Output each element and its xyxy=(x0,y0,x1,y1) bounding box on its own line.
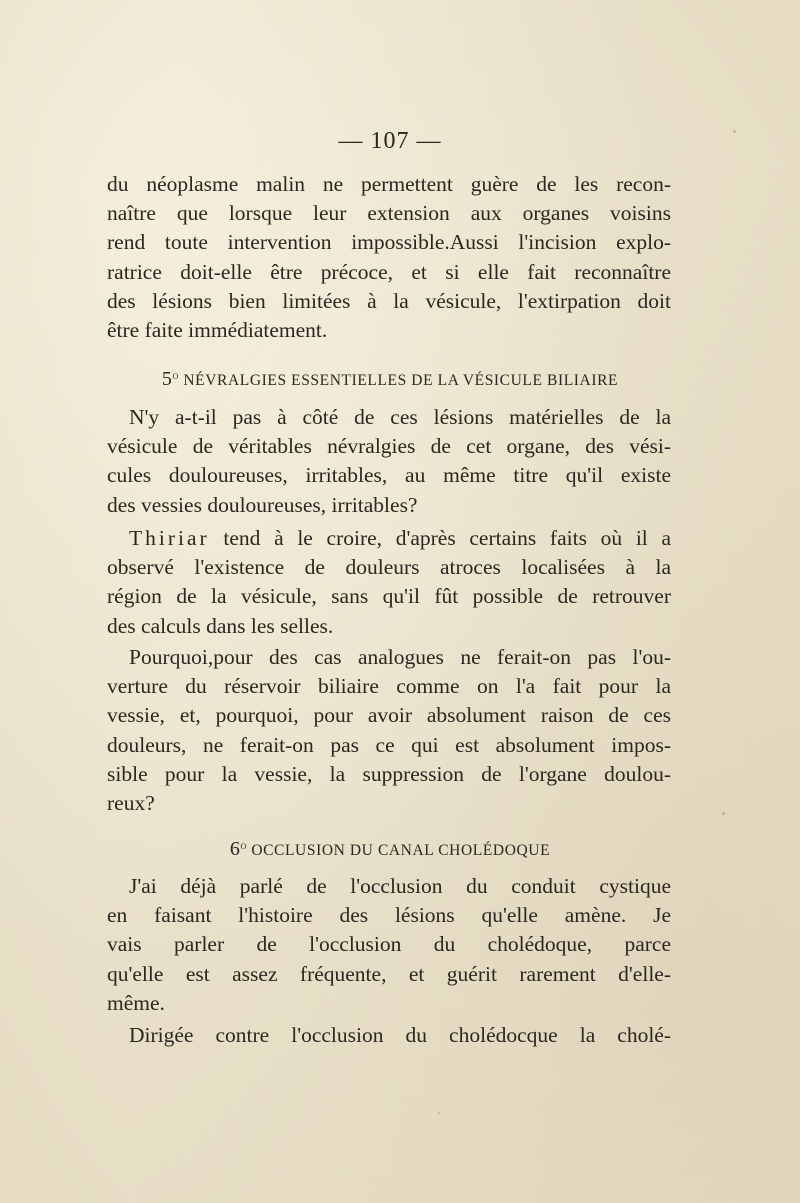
text-line: des lésions bien limitées à la vésicule, l'extirpation doit xyxy=(107,288,671,313)
section-title: NÉVRALGIES ESSENTIELLES DE LA VÉSICULE BILIAIRE xyxy=(183,372,619,389)
text-line: être faite immédiatement. xyxy=(107,317,328,342)
text-line: N'y a-t-il pas à côté de ces lésions matérielles de la xyxy=(129,405,671,429)
author-name: Thiriar xyxy=(129,526,210,550)
text-line: Dirigée contre l'occlusion du cholédocque la cholé- xyxy=(129,1023,671,1047)
text-line: vessie, et, pourquoi, pour avoir absolument raison de ces xyxy=(107,703,671,728)
paragraph-5 xyxy=(107,872,671,1018)
text-line: vais parler de l'occlusion du cholédoque, parce xyxy=(107,932,671,957)
text-line: Pourquoi,pour des cas analogues ne ferait-on pas l'ou- xyxy=(129,645,671,669)
paper-speck xyxy=(438,1112,440,1114)
text-line: vésicule de véritables névralgies de cet organe, des vési- xyxy=(107,434,671,459)
section-title: OCCLUSION DU CANAL CHOLÉDOQUE xyxy=(251,842,551,859)
paragraph-2 xyxy=(107,403,671,520)
section-number: 6 xyxy=(229,838,241,860)
section-number: 5 xyxy=(161,368,173,390)
text-line: des calculs dans les selles. xyxy=(107,613,334,638)
text-line: cules douloureuses, irritables, au même titre qu'il existe xyxy=(107,463,671,488)
text-line: en faisant l'histoire des lésions qu'elle amène. Je xyxy=(107,903,671,928)
text-line: qu'elle est assez fréquente, et guérit rarement d'elle- xyxy=(107,961,671,986)
paragraph-6 xyxy=(107,1021,671,1050)
text-line: naître que lorsque leur extension aux organes voisins xyxy=(107,201,671,226)
ordinal-mark: o xyxy=(172,370,179,382)
section-heading-5 xyxy=(0,368,780,391)
text-line: du néoplasme malin ne permettent guère de les recon- xyxy=(107,172,671,196)
text-line: rend toute intervention impossible.Aussi l'incision explo- xyxy=(107,230,671,255)
section-heading-6 xyxy=(0,838,780,861)
text-line: même. xyxy=(107,990,165,1015)
ordinal-mark: o xyxy=(240,840,247,852)
text-fragment: tend à le croire, d'après certains faits où il a xyxy=(223,526,671,550)
paragraph-1 xyxy=(107,170,671,345)
text-line: reux? xyxy=(107,790,155,815)
paragraph-3 xyxy=(107,524,671,641)
page-number: — 107 — xyxy=(338,128,442,154)
text-line xyxy=(107,524,671,553)
text-line: région de la vésicule, sans qu'il fût possible de retrouver xyxy=(107,584,671,609)
text-line: observé l'existence de douleurs atroces localisées à la xyxy=(107,555,671,580)
text-line: douleurs, ne ferait-on pas ce qui est absolument impos- xyxy=(107,732,671,757)
text-line: ratrice doit-elle être précoce, et si elle fait reconnaître xyxy=(107,259,671,284)
text-line: J'ai déjà parlé de l'occlusion du conduit cystique xyxy=(129,874,671,898)
paper-speck xyxy=(733,130,736,133)
text-line: sible pour la vessie, la suppression de l'organe doulou- xyxy=(107,761,671,786)
text-line: verture du réservoir biliaire comme on l'a fait pour la xyxy=(107,674,671,699)
text-line: des vessies douloureuses, irritables? xyxy=(107,492,418,517)
paper-speck xyxy=(722,812,725,815)
paragraph-4 xyxy=(107,643,671,818)
